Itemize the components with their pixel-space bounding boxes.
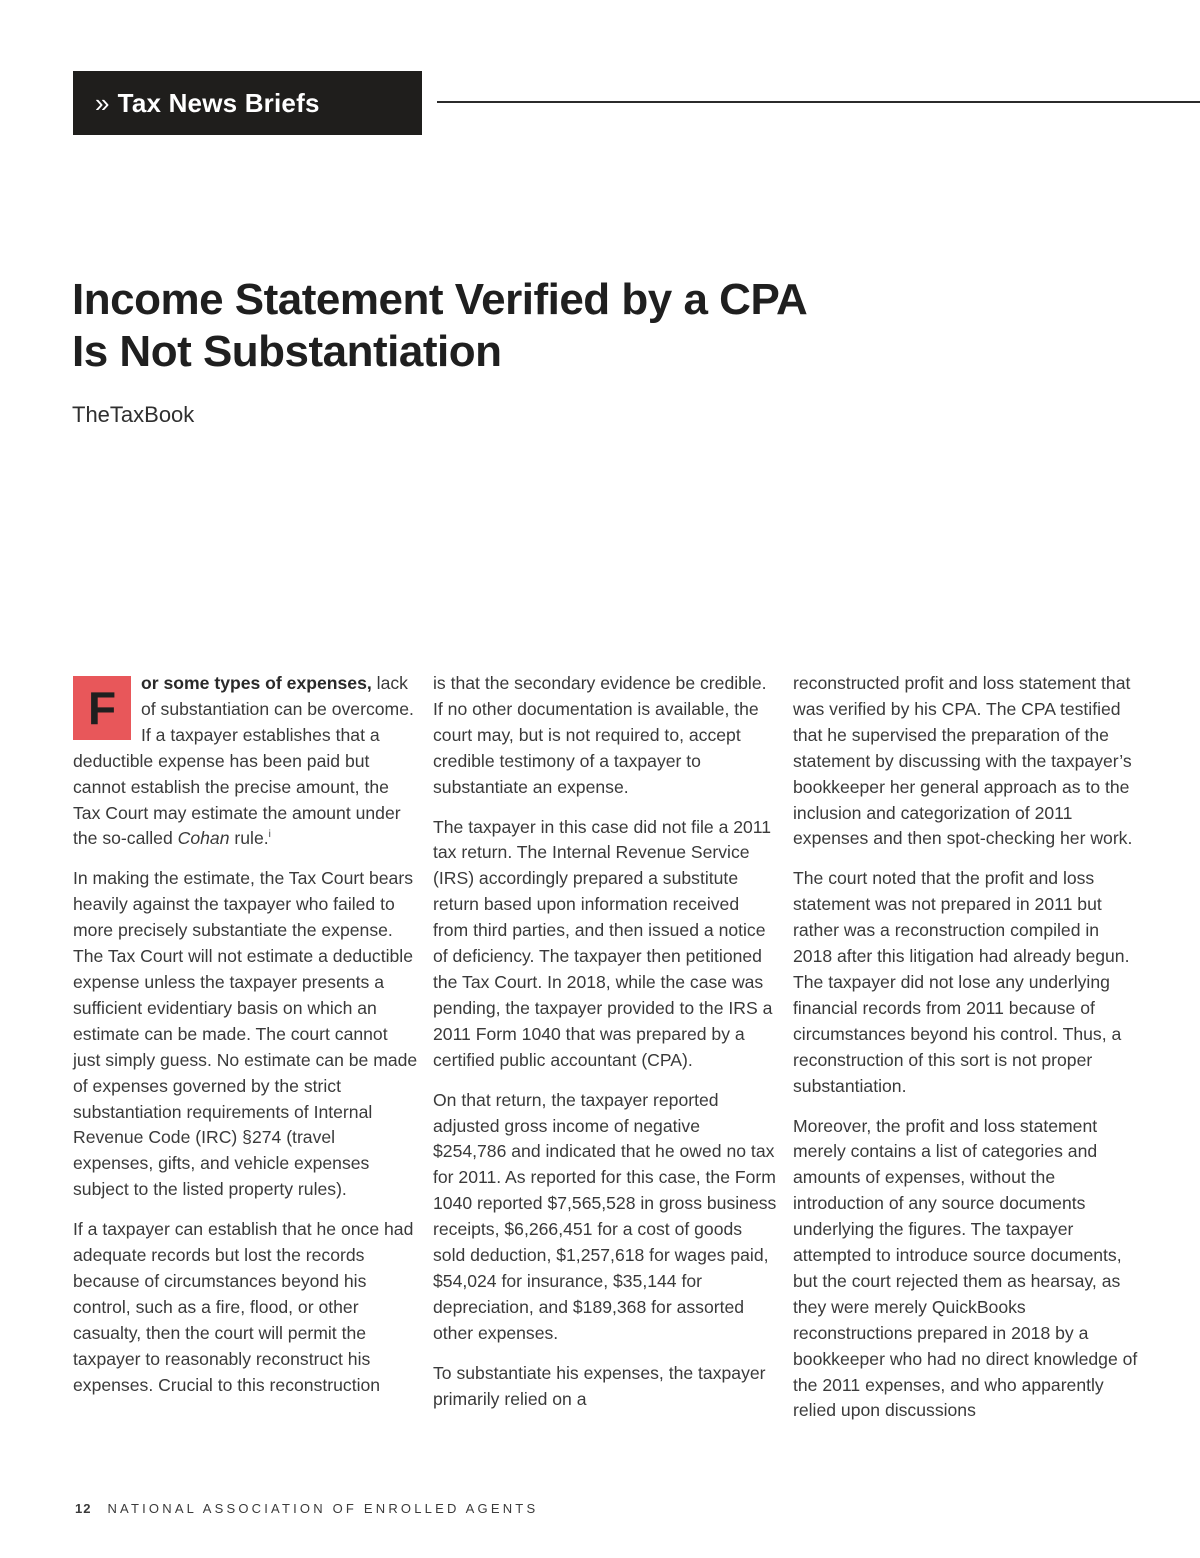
paragraph-text: lack of substantiation can be overcome. If a taxpayer establishes that a deductible expense has been paid but cannot establish the precise amount, the Tax Court may estimate the amount under the so-called — [73, 673, 414, 849]
lead-in: or some types of expenses, — [141, 673, 372, 693]
case-name: Cohan — [177, 828, 230, 849]
paragraph — [73, 671, 418, 852]
article-column-1 — [73, 671, 418, 1412]
paragraph: If a taxpayer can establish that he once had adequate records but lost the records because of circumstances beyond his control, such as a fire, flood, or other casualty, then the court will permit the taxpayer to reasonably reconstruct his expenses. Crucial to this reconstruction — [73, 1219, 414, 1395]
article-column-2 — [433, 671, 778, 1426]
paragraph-text: rule. — [229, 828, 269, 849]
article-column-3 — [793, 671, 1138, 1438]
paragraph: The taxpayer in this case did not file a 2011 tax return. The Internal Revenue Service (IRS) accordingly prepared a substitute return based upon information received from third parties, and then issued a notice of deficiency. The taxpayer then petitioned the Tax Court. In 2018, while the case was pending, the taxpayer provided to the IRS a 2011 Form 1040 that was prepared by a certified public accountant (CPA). — [433, 816, 773, 1070]
page-footer — [75, 1501, 538, 1516]
paragraph: Moreover, the profit and loss statement merely contains a list of categories and amounts of expenses, without the introduction of any source documents underlying the figures. The taxpayer attempted to introduce source documents, but the court rejected them as hearsay, as they were merely QuickBooks reconstructions prepared in 2018 by a bookkeeper who had no direct knowledge of the 2011 expenses, and who apparently relied upon discussions — [793, 1115, 1138, 1421]
paragraph: is that the secondary evidence be credible. If no other documentation is available, the court may, but is not required to, accept credible testimony of a taxpayer to substantiate an expense. — [433, 673, 767, 797]
section-header — [73, 71, 422, 135]
paragraph: In making the estimate, the Tax Court bears heavily against the taxpayer who failed to more precisely substantiate the expense. The Tax Court will not estimate a deductible expense unless the taxpayer presents a sufficient evidentiary basis on which an estimate can be made. The court cannot just simply guess. No estimate can be made of expenses governed by the strict substantiation requirements of Internal Revenue Code (IRC) §274 (travel expenses, gifts, and vehicle expenses subject to the listed property rules). — [73, 868, 418, 1200]
endnote-marker[interactable]: i — [268, 829, 271, 841]
page-number: 12 — [75, 1501, 92, 1516]
chevron-right-icon: » — [95, 87, 110, 118]
drop-cap: F — [73, 676, 131, 740]
paragraph: The court noted that the profit and loss statement was not prepared in 2011 but rather was a reconstruction compiled in 2018 after this litigation had already begun. The taxpayer did not lose any underlying financial records from 2011 because of circumstances beyond his control. Thus, a reconstruction of this sort is not proper substantiation. — [793, 868, 1130, 1096]
header-divider — [437, 101, 1200, 103]
paragraph: On that return, the taxpayer reported adjusted gross income of negative $254,786 and indicated that he owed no tax for 2011. As reported for this case, the Form 1040 reported $7,565,528 in gross business receipts, $6,266,451 for a cost of goods sold deduction, $1,257,618 for wages paid, $54,024 for insurance, $35,144 for depreciation, and $189,368 for assorted other expenses. — [433, 1089, 777, 1343]
article-byline: TheTaxBook — [72, 402, 195, 427]
article-title: Income Statement Verified by a CPA Is Not Substantiation — [72, 275, 806, 376]
paragraph: To substantiate his expenses, the taxpayer primarily relied on a — [433, 1362, 766, 1409]
section-title: Tax News Briefs — [117, 87, 320, 118]
publication-name: NATIONAL ASSOCIATION OF ENROLLED AGENTS — [107, 1501, 539, 1516]
paragraph: reconstructed profit and loss statement that was verified by his CPA. The CPA testified that he supervised the preparation of the statement by discussing with the taxpayer’s bookkeeper her general approach as to the inclusion and categorization of 2011 expenses and then spot-checking her work. — [793, 673, 1133, 849]
